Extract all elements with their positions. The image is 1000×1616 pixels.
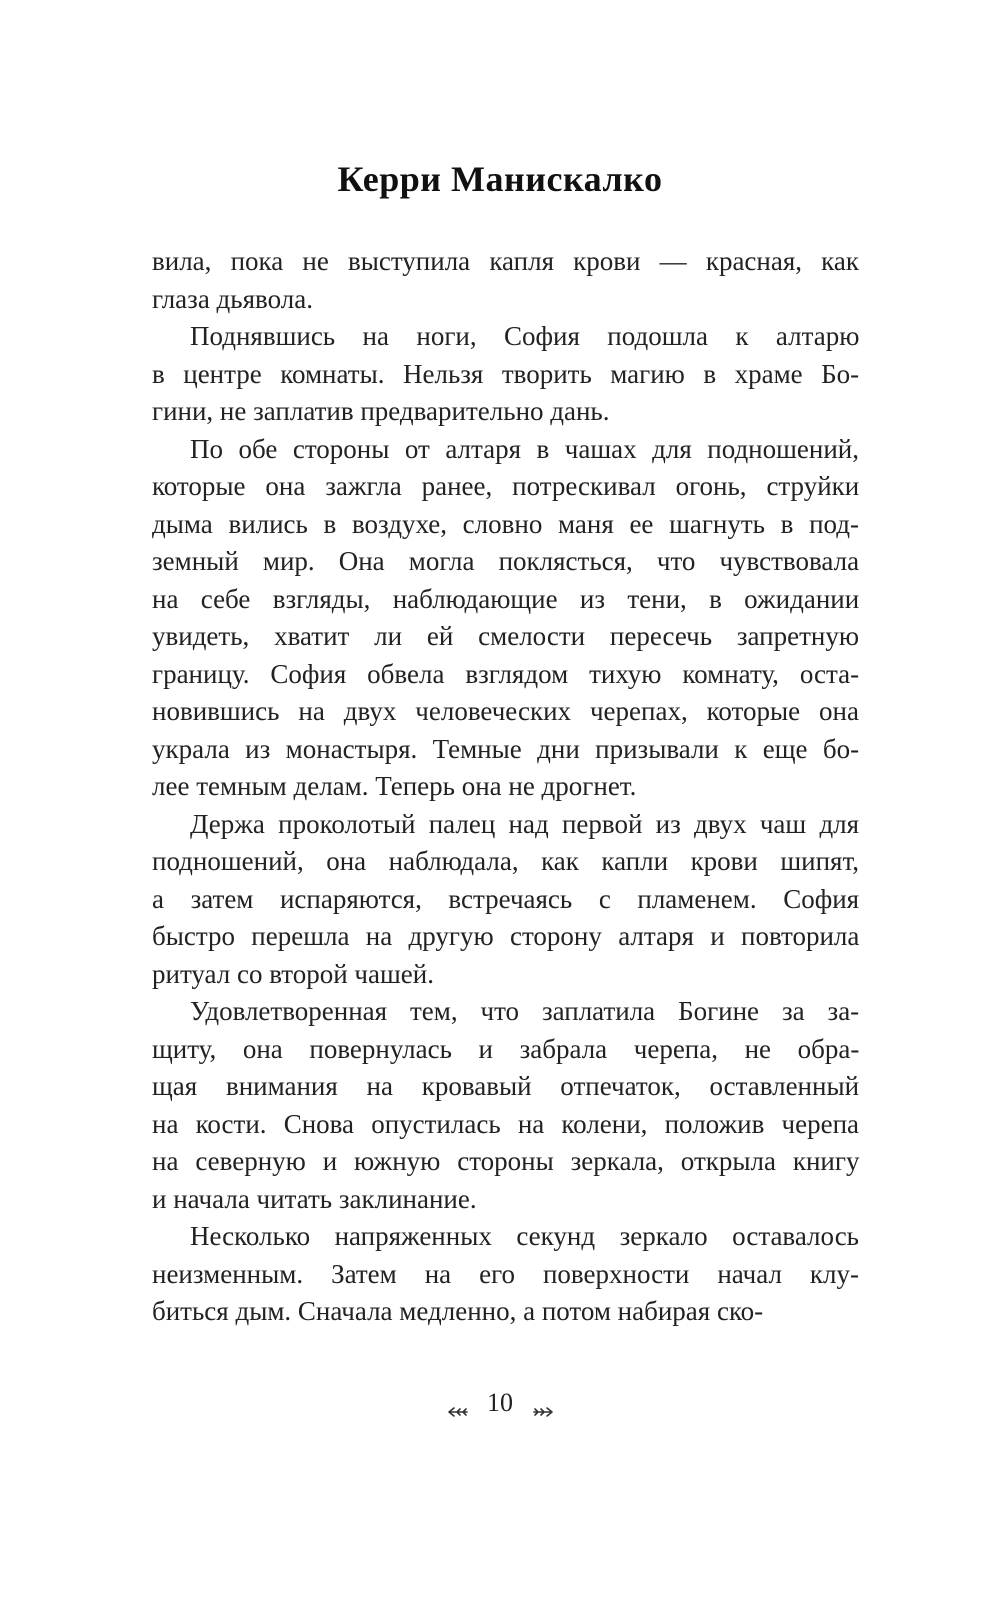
text-line: подношений, она наблюдала, как капли крови шипят, <box>152 846 859 876</box>
text-line: на себе взгляды, наблюдающие из тени, в ожидании <box>152 583 860 614</box>
text-line: границу. София обвела взглядом тихую комнату, оста- <box>152 658 860 689</box>
paragraph <box>152 806 859 994</box>
text-line: на кости. Снова опустилась на колени, положив черепа <box>152 1108 860 1139</box>
text-line: украла из монастыря. Темные дни призывали к еще бо- <box>152 733 860 764</box>
text-line: Поднявшись на ноги, София подошла к алтарю <box>190 321 860 351</box>
paragraph <box>152 1218 859 1331</box>
running-head-author: Керри Манискалко <box>337 159 663 199</box>
text-line: на северную и южную стороны зеркала, открыла книгу <box>152 1146 860 1176</box>
page-footer <box>0 1386 1000 1418</box>
text-line: новившись на двух человеческих черепах, которые она <box>152 696 859 726</box>
text-line: Держа проколотый палец над первой из двух чаш для <box>190 808 860 839</box>
text-line: Несколько напряженных секунд зеркало оставалось <box>190 1221 859 1251</box>
text-line: увидеть, хватит ли ей смелости пересечь запретную <box>152 621 859 651</box>
text-line: щая внимания на кровавый отпечаток, оставленный <box>152 1071 860 1101</box>
text-line: ритуал со второй чашей. <box>152 958 434 989</box>
body-text <box>152 243 859 1331</box>
text-line: Удовлетворенная тем, что заплатила Богине за за- <box>190 996 860 1026</box>
text-line: щиту, она повернулась и забрала черепа, не обра- <box>152 1033 860 1064</box>
text-line: дыма вились в воздухе, словно маня ее шагнуть в под- <box>152 508 859 539</box>
text-line: лее темным делам. Теперь она не дрогнет. <box>152 771 637 801</box>
paragraph <box>152 318 859 431</box>
text-line: По обе стороны от алтаря в чашах для подношений, <box>190 433 859 464</box>
text-line: в центре комнаты. Нельзя творить магию в храме Бо- <box>152 358 860 389</box>
text-line: вила, пока не выступила капля крови — красная, как <box>152 246 859 276</box>
text-line: земный мир. Она могла поклясться, что чувствовала <box>152 546 860 576</box>
text-line: быстро перешла на другую сторону алтаря и повторила <box>152 921 860 951</box>
text-line: неизменным. Затем на его поверхности начал клу- <box>152 1258 859 1289</box>
text-line: гини, не заплатив предварительно дань. <box>152 396 610 426</box>
paragraph <box>152 243 859 318</box>
paragraph <box>152 993 859 1218</box>
text-line: глаза дьявола. <box>152 283 313 314</box>
text-line: а затем испаряются, встречаясь с пламенем. София <box>152 883 860 914</box>
paragraph <box>152 431 859 806</box>
text-line: и начала читать заклинание. <box>152 1183 477 1214</box>
ornament-left-icon <box>445 1396 469 1410</box>
page-number: 10 <box>487 1388 513 1418</box>
text-line: биться дым. Сначала медленно, а потом набирая ско- <box>152 1296 764 1326</box>
ornament-right-icon <box>532 1396 556 1410</box>
text-line: которые она зажгла ранее, потрескивал огонь, струйки <box>152 471 860 501</box>
